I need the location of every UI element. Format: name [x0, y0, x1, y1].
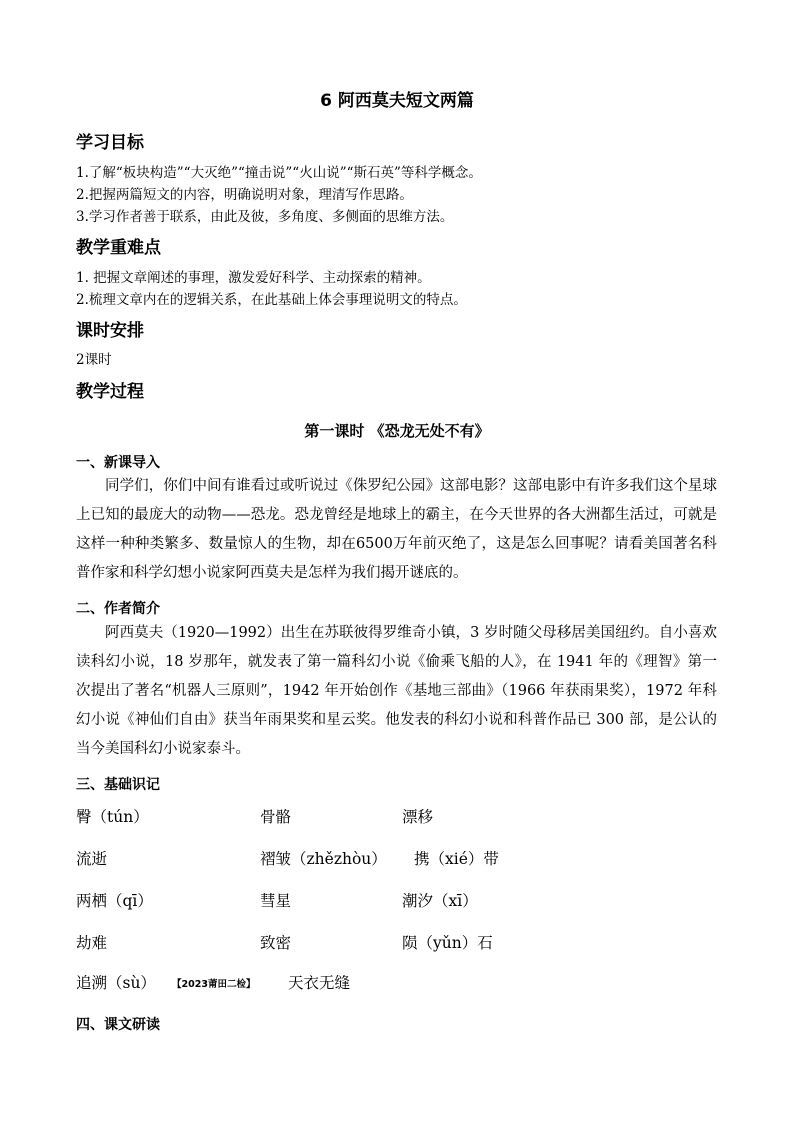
schedule-value: 2课时: [76, 352, 112, 368]
section-heading-reading: 四、课文研读: [76, 1017, 160, 1033]
goal-item-3: 3.学习作者善于联系，由此及彼，多角度、多侧面的思维方法。: [76, 209, 454, 225]
key-point-item-2: 2.梳理文章内在的逻辑关系，在此基础上体会事理说明文的特点。: [76, 292, 467, 308]
exam-tag: 【2023莆田二检】: [172, 979, 256, 990]
vocab-word: 天衣无缝: [288, 974, 351, 992]
vocab-word: 陨（yǔn）石: [402, 934, 493, 952]
vocab-word: 致密: [260, 934, 292, 952]
vocab-word: 携（xié）带: [414, 850, 499, 868]
vocab-word: 褶皱（zhězhòu）: [260, 850, 387, 868]
vocab-word: 彗星: [260, 892, 292, 910]
schedule-heading: 课时安排: [76, 321, 144, 341]
goal-item-1: 1.了解“板块构造”“大灭绝”“撞击说”“火山说”“斯石英”等科学概念。: [76, 165, 482, 181]
vocab-word: 骨骼: [260, 808, 292, 826]
document-title: 6 阿西莫夫短文两篇: [320, 91, 474, 111]
intro-paragraph: [76, 472, 717, 588]
vocab-word: 漂移: [402, 808, 434, 826]
author-paragraph-text: 阿西莫夫（1920—1992）出生在苏联彼得罗维奇小镇，3 岁时随父母移居美国纽约。自小喜欢读科幻小说，18 岁那年，就发表了第一篇科幻小说《偷乘飞船的人》，在 1941 年的《理智》第一次提出了著名“机器人三原则”，1942 年开始创作《基地三部曲》（1966 年获雨果奖），1972 年科幻小说《神仙们自由》获当年雨果奖和星云奖。他发表的科幻小说和科普作品已 300 部，是公认的当今美国科幻小说家泰斗。: [76, 625, 717, 757]
lesson-title: 第一课时 《恐龙无处不有》: [304, 422, 490, 440]
section-heading-basics: 三、基础识记: [76, 777, 160, 793]
author-paragraph: [76, 619, 717, 764]
vocab-word: 劫难: [76, 934, 108, 952]
section-heading-intro: 一、新课导入: [76, 455, 160, 471]
vocab-word: 追溯（sù）: [76, 974, 156, 992]
vocab-word: 流逝: [76, 850, 108, 868]
vocab-word: 臀（tún）: [76, 808, 149, 826]
vocab-word: 潮汐（xī）: [402, 892, 478, 910]
key-points-heading: 教学重难点: [76, 238, 161, 258]
section-heading-author: 二、作者简介: [76, 601, 160, 617]
goals-heading: 学习目标: [76, 133, 144, 153]
process-heading: 教学过程: [76, 382, 144, 402]
goal-item-2: 2.把握两篇短文的内容，明确说明对象，理清写作思路。: [76, 187, 413, 203]
intro-paragraph-text: 同学们，你们中间有谁看过或听说过《侏罗纪公园》这部电影？这部电影中有许多我们这个星球上已知的最庞大的动物——恐龙。恐龙曾经是地球上的霸主，在今天世界的各大洲都生活过，可就是这样一种种类繁多、数量惊人的生物，却在6500万年前灭绝了，这是怎么回事呢？请看美国著名科普作家和科学幻想小说家阿西莫夫是怎样为我们揭开谜底的。: [76, 478, 717, 581]
key-point-item-1: 1. 把握文章阐述的事理，激发爱好科学、主动探索的精神。: [76, 270, 431, 286]
vocab-word: 两栖（qī）: [76, 892, 153, 910]
